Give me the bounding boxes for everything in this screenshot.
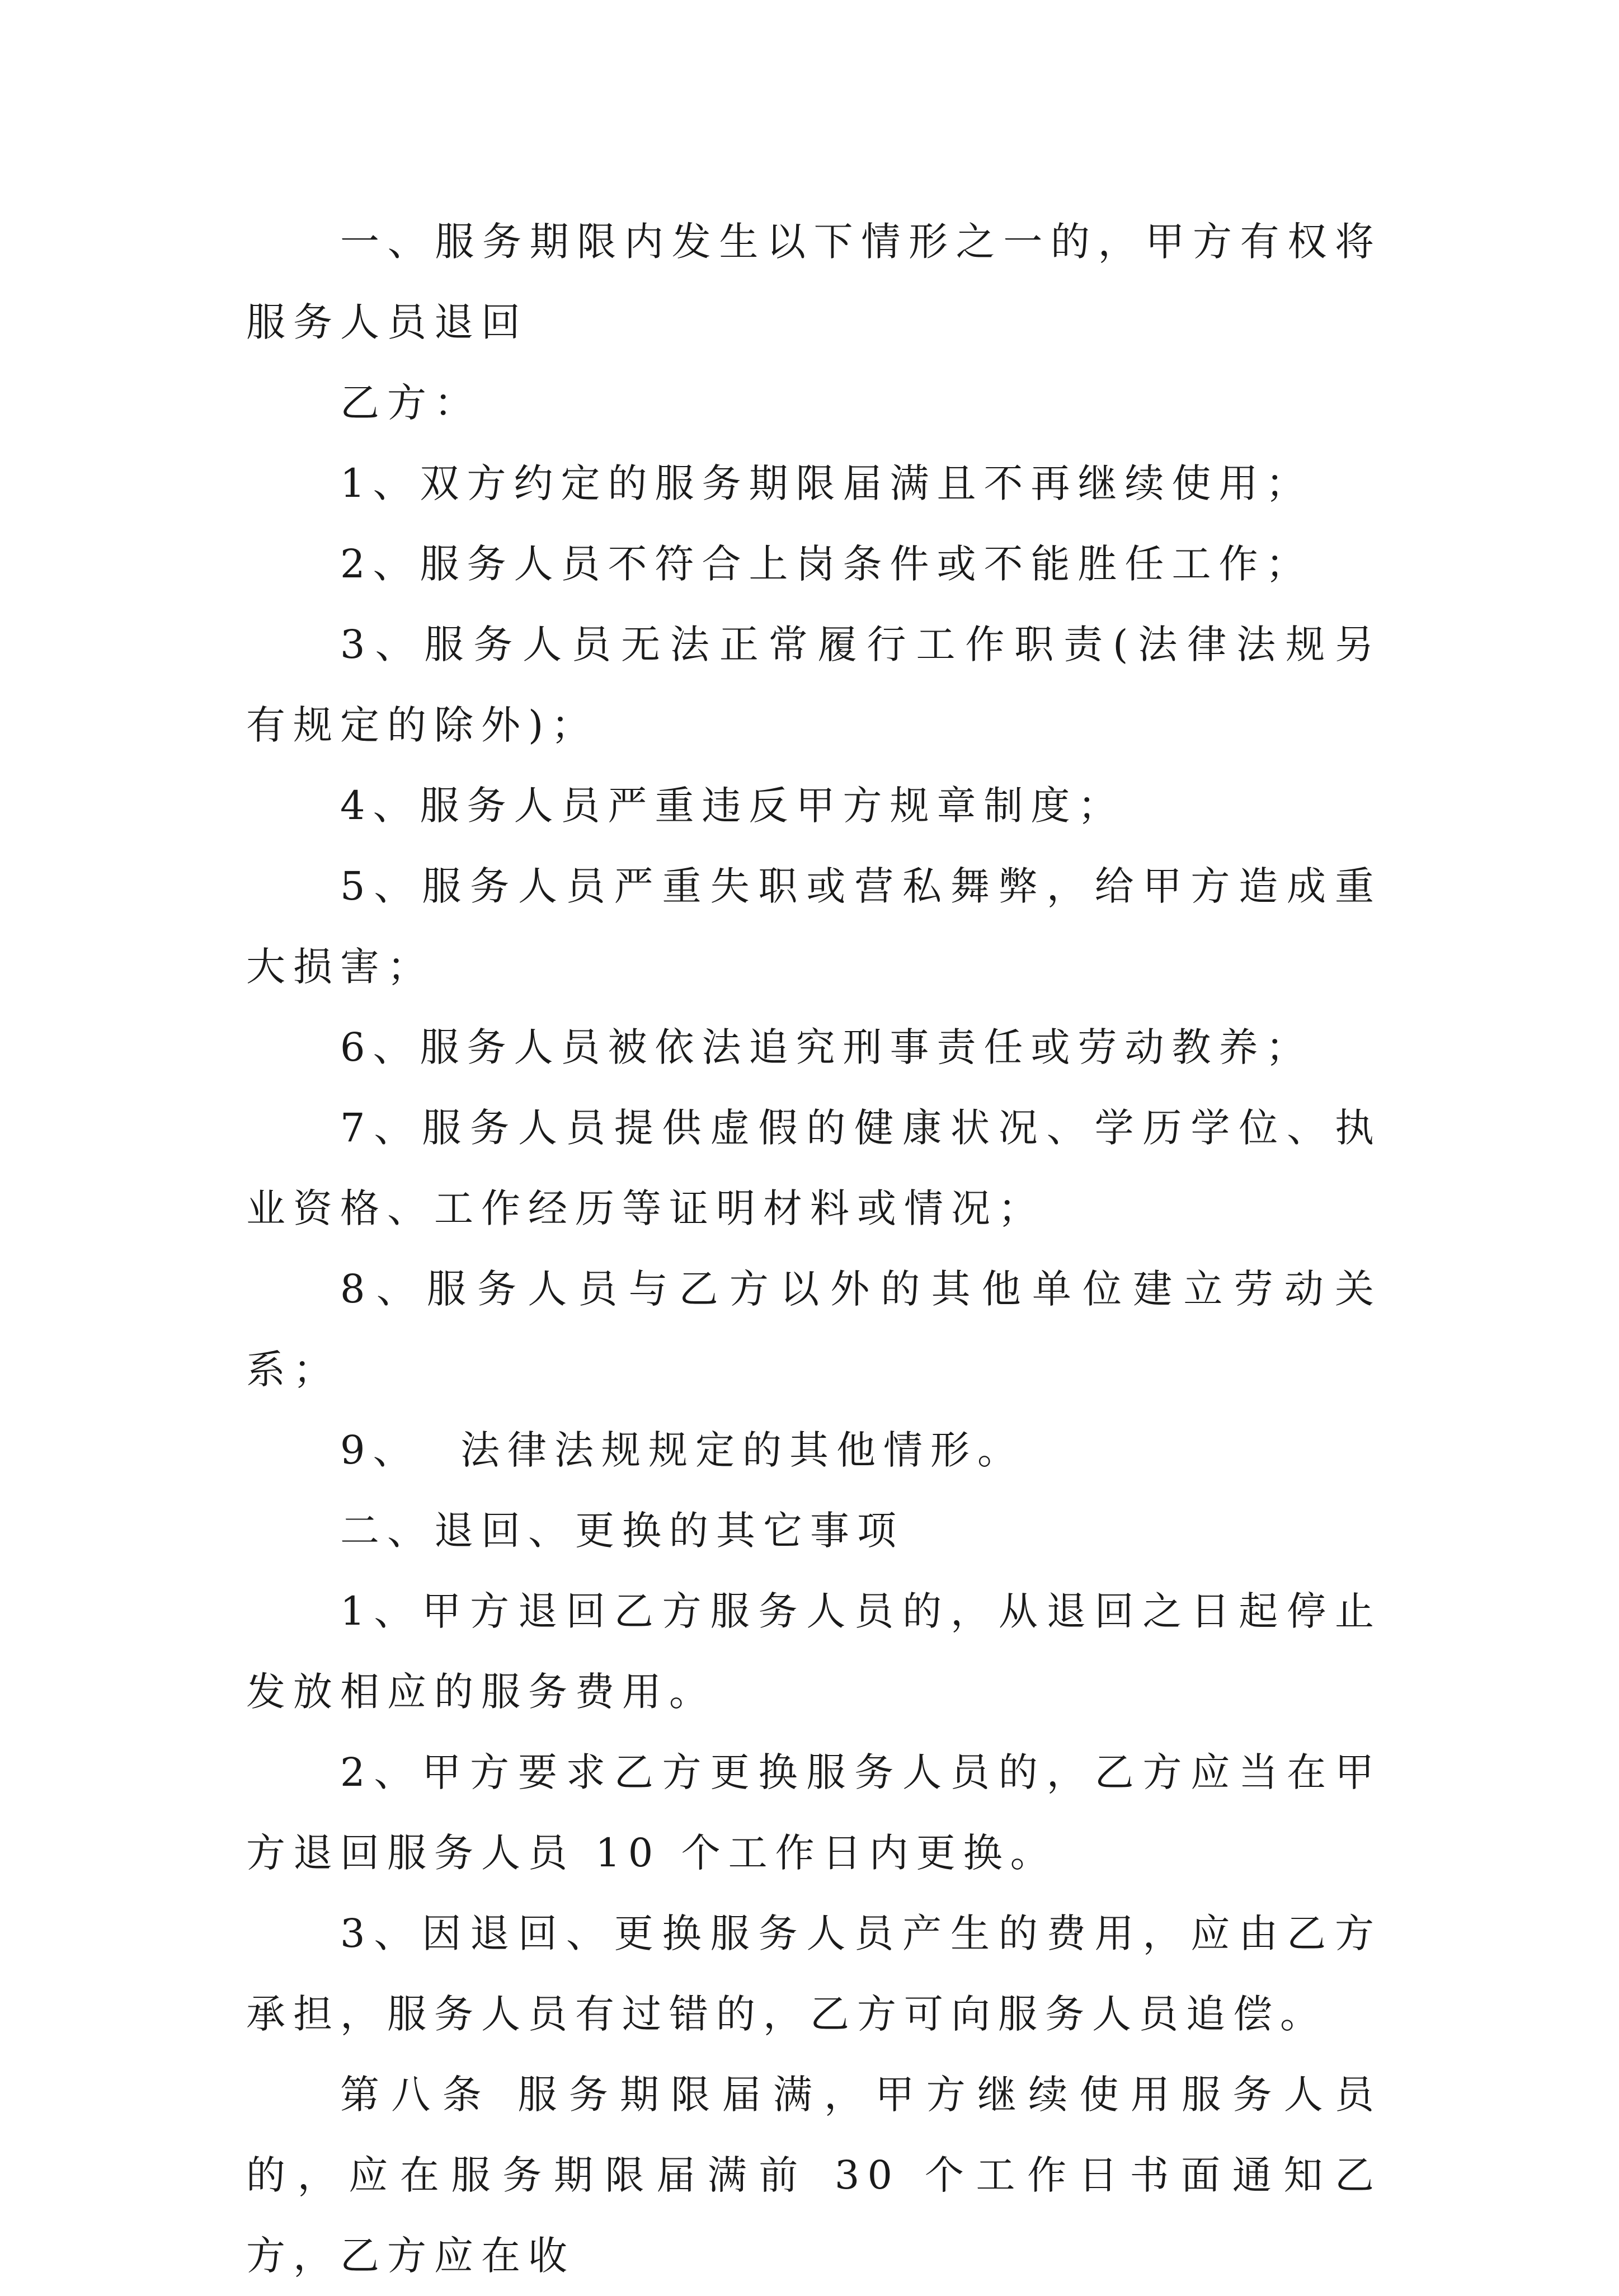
list-item: 7、服务人员提供虚假的健康状况、学历学位、执业资格、工作经历等证明材料或情况； <box>246 1105 1382 1231</box>
article-eight-paragraph: 第八条 服务期限届满，甲方继续使用服务人员的，应在服务期限届满前 30 个工作日书面通知乙方，乙方应在收 <box>246 2072 1382 2279</box>
list-item: 2、甲方要求乙方更换服务人员的，乙方应当在甲方退回服务人员 10 个工作日内更换。 <box>246 1749 1382 1876</box>
list-item: 8、服务人员与乙方以外的其他单位建立劳动关系； <box>246 1266 1382 1392</box>
list-item: 1、甲方退回乙方服务人员的，从退回之日起停止发放相应的服务费用。 <box>246 1588 1382 1715</box>
list-item: 4、服务人员严重违反甲方规章制度； <box>340 783 1125 829</box>
list-item: 6、服务人员被依法追究刑事责任或劳动教养； <box>340 1024 1313 1070</box>
list-item: 1、双方约定的服务期限届满且不再继续使用； <box>340 460 1313 506</box>
list-item: 5、服务人员严重失职或营私舞弊，给甲方造成重大损害； <box>246 863 1382 990</box>
document-body <box>246 201 1382 2296</box>
paragraph-party-b: 乙方： <box>340 380 481 426</box>
paragraph-dismissal-conditions: 一、服务期限内发生以下情形之一的，甲方有权将服务人员退回 <box>246 219 1382 345</box>
section-heading-other-matters: 二、退回、更换的其它事项 <box>340 1508 904 1554</box>
list-item: 9、 法律法规规定的其他情形。 <box>340 1427 1025 1473</box>
list-item: 3、因退回、更换服务人员产生的费用，应由乙方承担，服务人员有过错的，乙方可向服务人员追偿。 <box>246 1911 1382 2037</box>
list-item: 3、服务人员无法正常履行工作职责(法律法规另有规定的除外)； <box>246 622 1382 748</box>
list-item: 2、服务人员不符合上岗条件或不能胜任工作； <box>340 541 1313 587</box>
